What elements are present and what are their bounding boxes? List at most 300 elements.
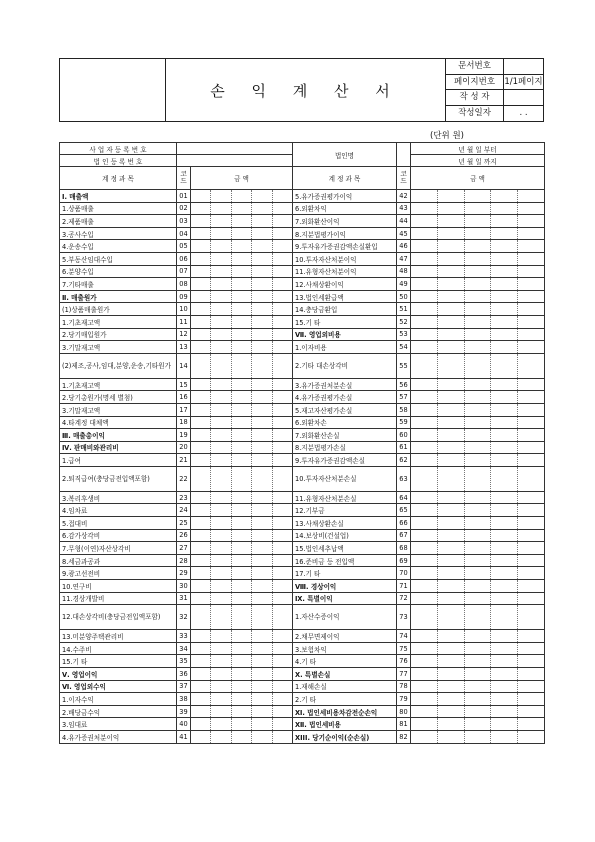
digit-group-divider xyxy=(411,429,438,441)
digit-group-divider xyxy=(273,580,292,592)
account-name: 3.유가증권처분손실 xyxy=(293,378,397,391)
account-name: 5.유가증권평가이익 xyxy=(293,190,397,203)
digit-group-divider xyxy=(518,303,544,315)
digit-group-divider xyxy=(211,504,231,516)
digit-group-divider xyxy=(518,580,544,592)
account-code: 79 xyxy=(397,693,411,706)
digit-group-divider xyxy=(491,668,518,680)
digit-group-divider xyxy=(273,429,292,441)
amount-field[interactable] xyxy=(191,630,293,643)
digit-group-divider xyxy=(411,492,438,504)
amount-field[interactable] xyxy=(411,353,545,378)
digit-group-divider xyxy=(252,429,272,441)
digit-group-divider xyxy=(465,668,492,680)
account-name: 13.미분양주택관리비 xyxy=(60,630,177,643)
digit-group-divider xyxy=(518,341,544,353)
amount-field[interactable] xyxy=(191,592,293,605)
amount-field[interactable] xyxy=(411,265,545,278)
account-code: 44 xyxy=(397,215,411,228)
account-code: 41 xyxy=(177,730,191,743)
amount-field[interactable] xyxy=(191,403,293,416)
digit-group-divider xyxy=(465,341,492,353)
amount-field[interactable] xyxy=(411,680,545,693)
digit-group-divider xyxy=(252,291,272,303)
account-name: 3.기말재고액 xyxy=(60,403,177,416)
digit-group-divider xyxy=(438,492,465,504)
digit-group-divider xyxy=(232,655,252,667)
digit-group-divider xyxy=(191,630,211,642)
digit-group-divider xyxy=(438,316,465,328)
digit-group-divider xyxy=(232,266,252,278)
amount-field[interactable] xyxy=(191,680,293,693)
account-code: 50 xyxy=(397,290,411,303)
digit-group-divider xyxy=(232,567,252,579)
digit-group-divider xyxy=(518,228,544,240)
digit-group-divider xyxy=(465,253,492,265)
amount-field[interactable] xyxy=(411,466,545,491)
digit-group-divider xyxy=(411,655,438,667)
table-row xyxy=(60,554,545,567)
digit-group-divider xyxy=(211,567,231,579)
digit-group-divider xyxy=(191,693,211,705)
digit-group-divider xyxy=(518,693,544,705)
corp-no-field[interactable] xyxy=(177,155,293,167)
digit-group-divider xyxy=(191,203,211,215)
amount-field[interactable] xyxy=(411,378,545,391)
digit-group-divider xyxy=(191,316,211,328)
table-row xyxy=(60,567,545,580)
digit-group-divider xyxy=(273,203,292,215)
digit-group-divider xyxy=(273,542,292,554)
digit-group-divider xyxy=(211,580,231,592)
amount-field[interactable] xyxy=(191,705,293,718)
account-name: 7.기타매출 xyxy=(60,278,177,291)
amount-field[interactable] xyxy=(411,278,545,291)
digit-group-divider xyxy=(518,655,544,667)
table-row xyxy=(60,705,545,718)
account-code: 01 xyxy=(177,190,191,203)
account-name: 13.법인세환급액 xyxy=(293,290,397,303)
digit-group-divider xyxy=(438,517,465,529)
digit-group-divider xyxy=(518,467,544,491)
amount-field[interactable] xyxy=(191,378,293,391)
digit-group-divider xyxy=(491,706,518,718)
digit-group-divider xyxy=(273,354,292,378)
digit-group-divider xyxy=(252,379,272,391)
digit-group-divider xyxy=(518,668,544,680)
amount-field[interactable] xyxy=(411,567,545,580)
amount-field[interactable] xyxy=(411,315,545,328)
amount-field[interactable] xyxy=(191,341,293,354)
amount-field[interactable] xyxy=(411,668,545,681)
account-code: 80 xyxy=(397,705,411,718)
digit-group-divider xyxy=(491,492,518,504)
digit-group-divider xyxy=(211,203,231,215)
digit-group-divider xyxy=(232,379,252,391)
amount-field[interactable] xyxy=(411,605,545,630)
account-code: 71 xyxy=(397,580,411,593)
digit-group-divider xyxy=(252,329,272,341)
amount-field[interactable] xyxy=(191,554,293,567)
digit-group-divider xyxy=(465,605,492,629)
amount-field[interactable] xyxy=(191,441,293,454)
account-code: 42 xyxy=(397,190,411,203)
digit-group-divider xyxy=(232,203,252,215)
digit-group-divider xyxy=(232,643,252,655)
digit-group-divider xyxy=(518,718,544,730)
account-code: 60 xyxy=(397,429,411,442)
amount-field[interactable] xyxy=(411,630,545,643)
digit-group-divider xyxy=(273,379,292,391)
account-name: 2.채무면제이익 xyxy=(293,630,397,643)
amount-field[interactable] xyxy=(411,517,545,530)
digit-group-divider xyxy=(465,329,492,341)
amount-field[interactable] xyxy=(191,391,293,404)
period-from[interactable]: 년 월 일 부터 xyxy=(411,143,545,155)
digit-group-divider xyxy=(191,391,211,403)
account-code: 31 xyxy=(177,592,191,605)
digit-group-divider xyxy=(232,492,252,504)
doc-info-value[interactable] xyxy=(504,59,543,74)
account-code: 45 xyxy=(397,227,411,240)
amount-field[interactable] xyxy=(411,341,545,354)
table-row xyxy=(60,718,545,731)
corp-name-label: 법인명 xyxy=(293,143,397,167)
account-code: 67 xyxy=(397,529,411,542)
table-row xyxy=(60,580,545,593)
amount-field[interactable] xyxy=(191,328,293,341)
digit-group-divider xyxy=(411,580,438,592)
digit-group-divider xyxy=(411,354,438,378)
digit-group-divider xyxy=(438,504,465,516)
amount-field[interactable] xyxy=(411,529,545,542)
digit-group-divider xyxy=(518,593,544,605)
amount-field[interactable] xyxy=(411,391,545,404)
account-code: 72 xyxy=(397,592,411,605)
doc-info-row xyxy=(446,106,543,122)
digit-group-divider xyxy=(211,329,231,341)
digit-group-divider xyxy=(438,605,465,629)
account-code: 34 xyxy=(177,642,191,655)
digit-group-divider xyxy=(252,467,272,491)
digit-group-divider xyxy=(252,278,272,290)
amount-field[interactable] xyxy=(411,202,545,215)
amount-field[interactable] xyxy=(411,718,545,731)
amount-field[interactable] xyxy=(191,580,293,593)
digit-group-divider xyxy=(438,593,465,605)
digit-group-divider xyxy=(491,504,518,516)
digit-group-divider xyxy=(232,253,252,265)
digit-group-divider xyxy=(411,215,438,227)
amount-field[interactable] xyxy=(191,252,293,265)
digit-group-divider xyxy=(252,643,272,655)
account-code: 22 xyxy=(177,466,191,491)
digit-group-divider xyxy=(191,467,211,491)
digit-group-divider xyxy=(211,668,231,680)
digit-group-divider xyxy=(232,731,252,743)
account-name: 8.세금과공과 xyxy=(60,554,177,567)
account-code: 36 xyxy=(177,668,191,681)
account-code: 63 xyxy=(397,466,411,491)
digit-group-divider xyxy=(465,504,492,516)
account-code: 81 xyxy=(397,718,411,731)
digit-group-divider xyxy=(491,215,518,227)
table-row xyxy=(60,391,545,404)
amount-field[interactable] xyxy=(191,278,293,291)
account-name: 12.기부금 xyxy=(293,504,397,517)
digit-group-divider xyxy=(518,329,544,341)
table-row xyxy=(60,227,545,240)
digit-group-divider xyxy=(252,253,272,265)
account-name: 5.접대비 xyxy=(60,517,177,530)
digit-group-divider xyxy=(518,215,544,227)
account-code: 11 xyxy=(177,315,191,328)
table-row xyxy=(60,491,545,504)
doc-info-box xyxy=(446,59,543,121)
digit-group-divider xyxy=(252,630,272,642)
digit-group-divider xyxy=(411,228,438,240)
account-name: 1.상품매출 xyxy=(60,202,177,215)
table-row xyxy=(60,642,545,655)
digit-group-divider xyxy=(465,731,492,743)
account-name: 14.수주비 xyxy=(60,642,177,655)
amount-field[interactable] xyxy=(411,542,545,555)
account-code: 78 xyxy=(397,680,411,693)
digit-group-divider xyxy=(211,517,231,529)
digit-group-divider xyxy=(518,681,544,693)
account-name: 2.배당금수익 xyxy=(60,705,177,718)
digit-group-divider xyxy=(411,253,438,265)
digit-group-divider xyxy=(411,517,438,529)
account-code: 29 xyxy=(177,567,191,580)
amount-field[interactable] xyxy=(411,190,545,203)
amount-field[interactable] xyxy=(411,328,545,341)
amount-field[interactable] xyxy=(191,215,293,228)
digit-group-divider xyxy=(438,454,465,466)
amount-field[interactable] xyxy=(191,290,293,303)
digit-group-divider xyxy=(273,417,292,429)
account-name: Ⅹ. 특별손실 xyxy=(293,668,397,681)
digit-group-divider xyxy=(491,442,518,454)
digit-group-divider xyxy=(211,228,231,240)
digit-group-divider xyxy=(438,681,465,693)
amount-field[interactable] xyxy=(411,403,545,416)
account-name: 13.사채상환손실 xyxy=(293,517,397,530)
amount-field[interactable] xyxy=(191,190,293,203)
amount-field[interactable] xyxy=(411,454,545,467)
amount-field[interactable] xyxy=(411,730,545,743)
account-name: 3.기말재고액 xyxy=(60,341,177,354)
amount-field[interactable] xyxy=(411,642,545,655)
account-code: 14 xyxy=(177,353,191,378)
amount-field[interactable] xyxy=(411,290,545,303)
corp-name-field[interactable] xyxy=(397,143,411,167)
amount-field[interactable] xyxy=(411,240,545,253)
digit-group-divider xyxy=(273,530,292,542)
amount-field[interactable] xyxy=(191,416,293,429)
digit-group-divider xyxy=(273,266,292,278)
digit-group-divider xyxy=(191,593,211,605)
digit-group-divider xyxy=(232,341,252,353)
digit-group-divider xyxy=(191,454,211,466)
table-row xyxy=(60,403,545,416)
account-name: Ⅱ. 매출원가 xyxy=(60,290,177,303)
digit-group-divider xyxy=(491,429,518,441)
account-code: 59 xyxy=(397,416,411,429)
account-code: 07 xyxy=(177,265,191,278)
digit-group-divider xyxy=(211,391,231,403)
digit-group-divider xyxy=(438,643,465,655)
account-name: 5.부동산임대수입 xyxy=(60,252,177,265)
amount-field[interactable] xyxy=(411,705,545,718)
amount-field[interactable] xyxy=(191,227,293,240)
amount-field[interactable] xyxy=(191,265,293,278)
digit-group-divider xyxy=(191,417,211,429)
table-row xyxy=(60,529,545,542)
account-name: XIII. 당기순이익(순손실) xyxy=(293,730,397,743)
amount-field[interactable] xyxy=(191,642,293,655)
amount-field[interactable] xyxy=(191,303,293,316)
amount-field[interactable] xyxy=(411,252,545,265)
account-code: 32 xyxy=(177,605,191,630)
digit-group-divider xyxy=(211,341,231,353)
amount-field[interactable] xyxy=(191,567,293,580)
amount-field[interactable] xyxy=(191,491,293,504)
amount-field[interactable] xyxy=(411,491,545,504)
amount-field[interactable] xyxy=(411,592,545,605)
account-name: 4.유가증권평가손실 xyxy=(293,391,397,404)
amount-field[interactable] xyxy=(191,693,293,706)
digit-group-divider xyxy=(273,253,292,265)
doc-info-value[interactable]: . . xyxy=(519,107,528,118)
amount-field[interactable] xyxy=(411,227,545,240)
account-name: 1.재해손실 xyxy=(293,680,397,693)
digit-group-divider xyxy=(191,492,211,504)
digit-group-divider xyxy=(273,215,292,227)
amount-field[interactable] xyxy=(191,655,293,668)
account-code: 30 xyxy=(177,580,191,593)
digit-group-divider xyxy=(252,555,272,567)
digit-group-divider xyxy=(518,643,544,655)
digit-group-divider xyxy=(438,228,465,240)
digit-group-divider xyxy=(491,731,518,743)
amount-field[interactable] xyxy=(191,517,293,530)
amount-field[interactable] xyxy=(191,542,293,555)
digit-group-divider xyxy=(252,668,272,680)
amount-field[interactable] xyxy=(191,454,293,467)
amount-field[interactable] xyxy=(191,730,293,743)
digit-group-divider xyxy=(491,391,518,403)
amount-field[interactable] xyxy=(411,554,545,567)
digit-group-divider xyxy=(232,329,252,341)
biz-no-field[interactable] xyxy=(177,143,293,155)
table-row xyxy=(60,605,545,630)
digit-group-divider xyxy=(273,555,292,567)
digit-group-divider xyxy=(465,190,492,202)
doc-info-value[interactable] xyxy=(504,90,543,105)
digit-group-divider xyxy=(438,567,465,579)
digit-group-divider xyxy=(252,706,272,718)
amount-field[interactable] xyxy=(191,202,293,215)
digit-group-divider xyxy=(273,291,292,303)
amount-field[interactable] xyxy=(191,240,293,253)
amount-field[interactable] xyxy=(191,605,293,630)
amount-field[interactable] xyxy=(411,580,545,593)
digit-group-divider xyxy=(491,681,518,693)
amount-field[interactable] xyxy=(191,504,293,517)
digit-group-divider xyxy=(232,190,252,202)
income-statement-table xyxy=(59,142,545,744)
amount-field[interactable] xyxy=(411,504,545,517)
account-header-left: 계 정 과 목 xyxy=(60,167,177,190)
amount-field[interactable] xyxy=(411,303,545,316)
period-to[interactable]: 년 월 일 까지 xyxy=(411,155,545,167)
digit-group-divider xyxy=(465,391,492,403)
amount-field[interactable] xyxy=(191,353,293,378)
digit-group-divider xyxy=(191,442,211,454)
digit-group-divider xyxy=(252,203,272,215)
digit-group-divider xyxy=(465,266,492,278)
account-code: 09 xyxy=(177,290,191,303)
account-code: 08 xyxy=(177,278,191,291)
digit-group-divider xyxy=(518,630,544,642)
digit-group-divider xyxy=(273,668,292,680)
table-row xyxy=(60,454,545,467)
amount-field[interactable] xyxy=(191,718,293,731)
digit-group-divider xyxy=(518,266,544,278)
amount-field[interactable] xyxy=(191,315,293,328)
digit-group-divider xyxy=(411,504,438,516)
table-row xyxy=(60,378,545,391)
table-row xyxy=(60,668,545,681)
digit-group-divider xyxy=(232,706,252,718)
digit-group-divider xyxy=(232,215,252,227)
digit-group-divider xyxy=(411,329,438,341)
digit-group-divider xyxy=(465,442,492,454)
digit-group-divider xyxy=(211,454,231,466)
amount-field[interactable] xyxy=(191,529,293,542)
digit-group-divider xyxy=(232,555,252,567)
amount-field[interactable] xyxy=(411,416,545,429)
account-code: 18 xyxy=(177,416,191,429)
amount-field[interactable] xyxy=(411,215,545,228)
digit-group-divider xyxy=(252,517,272,529)
digit-group-divider xyxy=(232,693,252,705)
digit-group-divider xyxy=(211,643,231,655)
table-row xyxy=(60,680,545,693)
doc-info-row xyxy=(446,90,543,106)
digit-group-divider xyxy=(191,655,211,667)
amount-field[interactable] xyxy=(191,668,293,681)
account-code: 47 xyxy=(397,252,411,265)
amount-field[interactable] xyxy=(191,466,293,491)
account-code: 24 xyxy=(177,504,191,517)
digit-group-divider xyxy=(273,517,292,529)
account-name: 5.재고자산평가손실 xyxy=(293,403,397,416)
digit-group-divider xyxy=(232,278,252,290)
account-name: Ⅲ. 매출총이익 xyxy=(60,429,177,442)
digit-group-divider xyxy=(232,417,252,429)
amount-field[interactable] xyxy=(411,441,545,454)
amount-field[interactable] xyxy=(191,429,293,442)
amount-field[interactable] xyxy=(411,655,545,668)
amount-field[interactable] xyxy=(411,693,545,706)
digit-group-divider xyxy=(411,391,438,403)
digit-group-divider xyxy=(491,655,518,667)
digit-group-divider xyxy=(438,329,465,341)
digit-group-divider xyxy=(252,593,272,605)
amount-field[interactable] xyxy=(411,429,545,442)
